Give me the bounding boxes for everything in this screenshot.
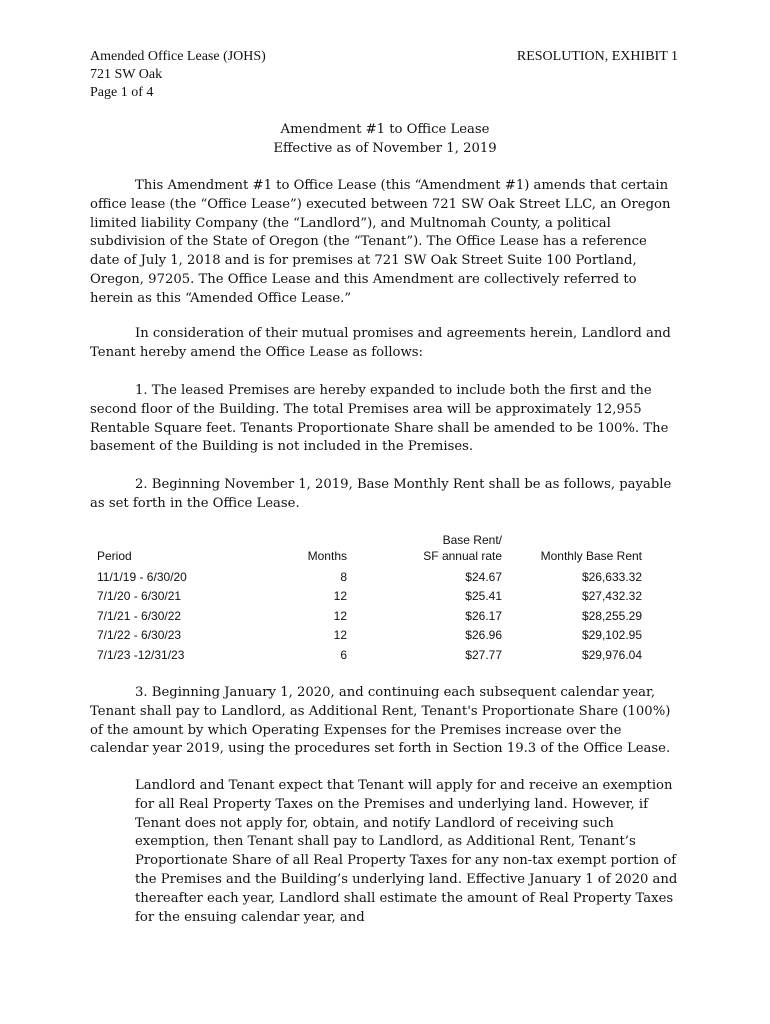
cell-period: 7/1/20 - 6/30/21 xyxy=(97,589,182,603)
cell-period: 7/1/23 -12/31/23 xyxy=(97,647,185,662)
cell-monthly-rent: $27,432.32 xyxy=(581,589,642,603)
item-3-tax-paragraph: Landlord and Tenant expect that Tenant will apply for and receive an exemption for all Real Property Taxes on the Premises and underlying land. However, if Tenant does not apply for, obtain, and notify Landlord of receiving such exemption, then Tenant shall pay to Landlord, as Additional Rent, Tenant’s Proportionate Share of all Real Property Taxes for any non-tax exempt portion of the Premises and the Building’s underlying land. Effective January 1 of 2020 and thereafter each year, Landlord shall estimate the amount of Real Property Taxes for the ensuing calendar year, and xyxy=(135,778,678,925)
cell-base-rent: $25.41 xyxy=(465,589,502,603)
item-1-paragraph: 1. The leased Premises are hereby expanded to include both the first and the second floor of the Building. The total Premises area will be approximately 12,955 Rentable Square feet. Tenants Proportionate Share shall be amended to be 100%. The basement of the Building is not included in the Premises. xyxy=(90,383,669,455)
cell-monthly-rent: $29,976.04 xyxy=(581,647,642,662)
cell-period: 7/1/21 - 6/30/22 xyxy=(97,608,182,623)
cell-months: 12 xyxy=(333,589,347,603)
col-header-base-rent xyxy=(347,532,502,564)
cell-base-rent: $26.17 xyxy=(465,608,502,623)
cell-period: 11/1/19 - 6/30/20 xyxy=(97,569,187,584)
cell-base-rent: $24.67 xyxy=(465,569,502,584)
header-left xyxy=(90,48,266,102)
cell-months: 8 xyxy=(340,569,347,584)
table-row xyxy=(90,564,642,584)
table-row xyxy=(90,623,642,643)
cell-months: 12 xyxy=(333,628,347,642)
document-title xyxy=(0,120,770,158)
header-exhibit: RESOLUTION, EXHIBIT 1 xyxy=(516,49,678,64)
consideration-paragraph: In consideration of their mutual promises and agreements herein, Landlord and Tenant hereby amend the Office Lease as follows: xyxy=(90,326,671,360)
cell-monthly-rent: $29,102.95 xyxy=(581,628,642,642)
header-page-number: Page 1 of 4 xyxy=(90,85,154,100)
table-row xyxy=(90,642,642,662)
table-header-row xyxy=(90,532,642,564)
cell-period: 7/1/22 - 6/30/23 xyxy=(97,628,182,642)
cell-monthly-rent: $26,633.32 xyxy=(581,569,642,584)
header-address: 721 SW Oak xyxy=(90,67,163,82)
item-2-paragraph: 2. Beginning November 1, 2019, Base Monthly Rent shall be as follows, payable as set forth in the Office Lease. xyxy=(90,477,672,511)
header-lease-name: Amended Office Lease (JOHS) xyxy=(90,49,266,64)
title-line-2: Effective as of November 1, 2019 xyxy=(273,141,497,156)
cell-base-rent: $27.77 xyxy=(465,647,502,662)
col-header-months: Months xyxy=(307,549,347,563)
col-header-base-rent-top: Base Rent/ xyxy=(442,533,502,547)
cell-months: 6 xyxy=(340,647,347,662)
table-row xyxy=(90,584,642,604)
cell-months: 12 xyxy=(333,608,347,623)
cell-monthly-rent: $28,255.29 xyxy=(581,608,642,623)
title-line-1: Amendment #1 to Office Lease xyxy=(280,122,490,137)
col-header-period: Period xyxy=(97,549,132,563)
table-row xyxy=(90,603,642,623)
col-header-base-rent-bottom: SF annual rate xyxy=(423,549,502,563)
base-rent-table xyxy=(90,532,642,662)
item-3-paragraph: 3. Beginning January 1, 2020, and continuing each subsequent calendar year, Tenant shall pay to Landlord, as Additional Rent, Tenant's Proportionate Share (100%) of the amount by which Operating Expenses for the Premises increase over the calendar year 2019, using the procedures set forth in Section 19.3 of the Office Lease. xyxy=(90,685,671,757)
col-header-monthly-rent: Monthly Base Rent xyxy=(540,549,642,563)
cell-base-rent: $26.96 xyxy=(465,628,502,642)
intro-paragraph: This Amendment #1 to Office Lease (this “Amendment #1) amends that certain office lease (the “Office Lease”) executed between 721 SW Oak Street LLC, an Oregon limited liability Company (the “Landlord”), and Multnomah County, a political subdivision of the State of Oregon (the “Tenant”). The Office Lease has a reference date of July 1, 2018 and is for premises at 721 SW Oak Street Suite 100 Portland, Oregon, 97205. The Office Lease and this Amendment are collectively referred to herein as this “Amended Office Lease.” xyxy=(90,178,671,306)
